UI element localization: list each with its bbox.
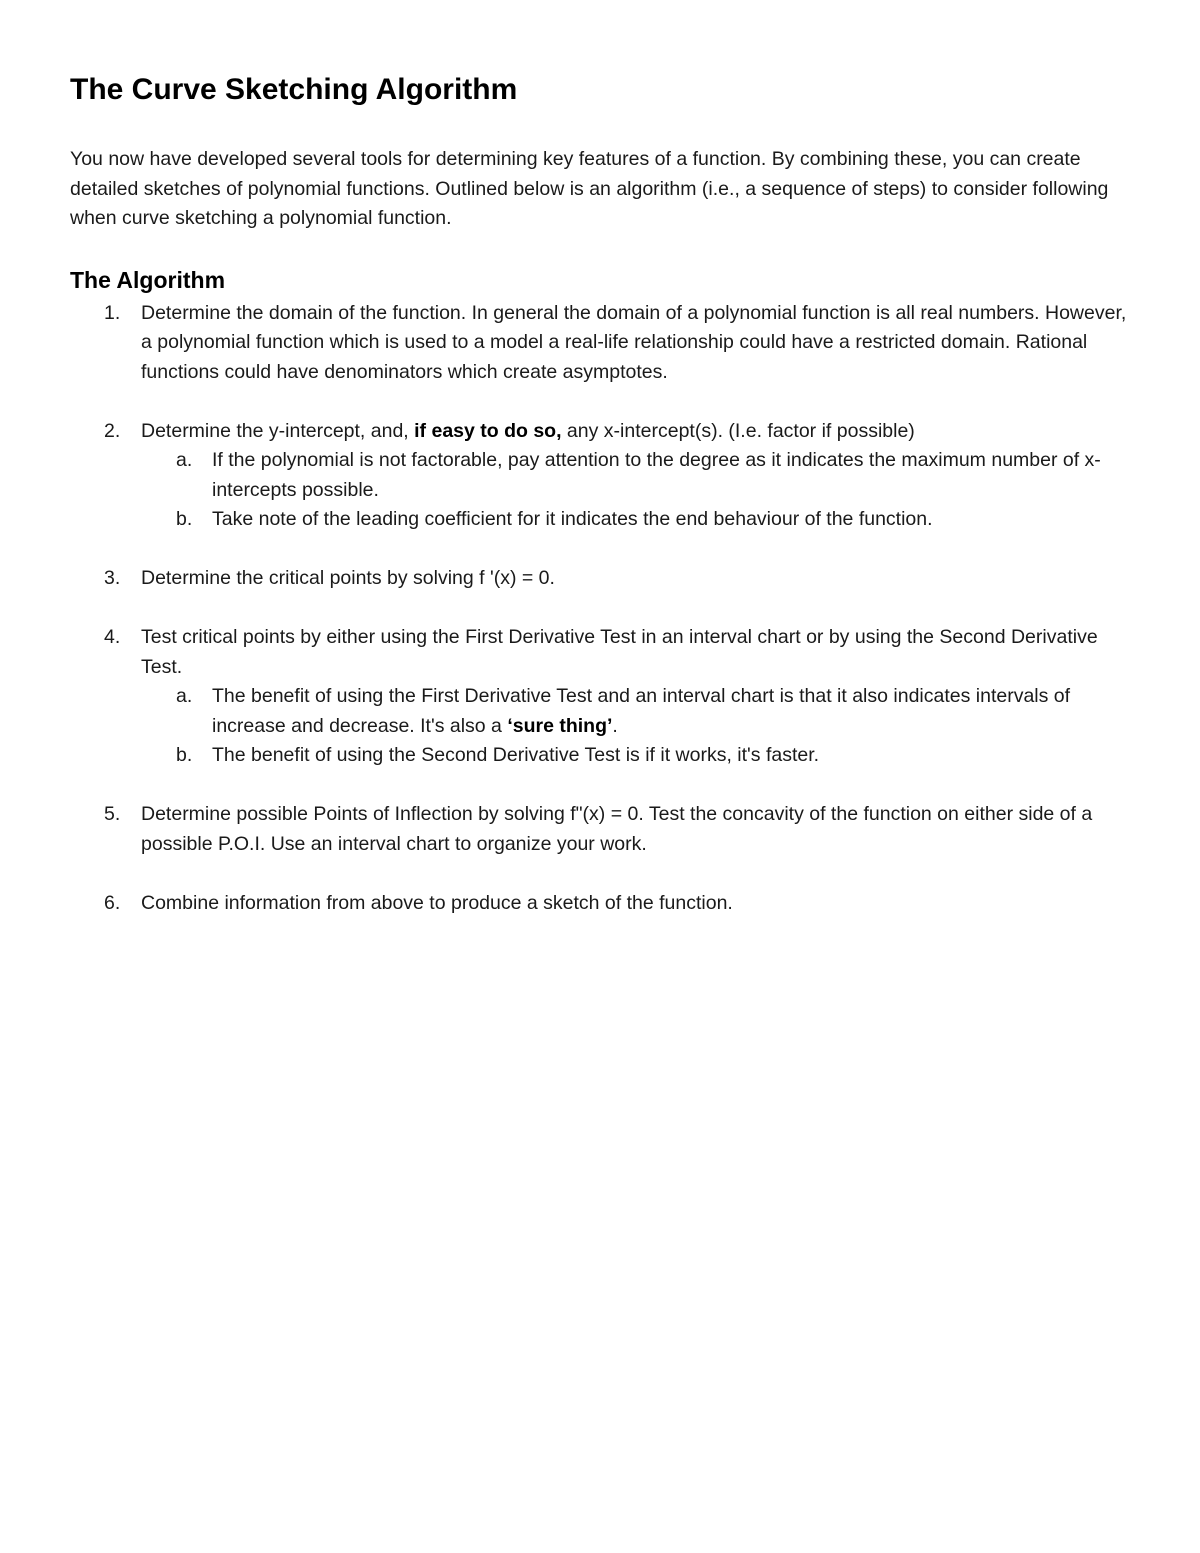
step-number: 2. [104, 419, 121, 442]
step-2 [70, 417, 1130, 535]
step-number: 4. [104, 626, 121, 648]
step-text: Determine the critical points by solving f '(x) = 0. [141, 567, 555, 589]
substep-text: . [612, 714, 618, 737]
document-title: The Curve Sketching Algorithm [70, 73, 518, 106]
intro-paragraph: You now have developed several tools for determining key features of a function. By combining these, you can create detailed sketches of polynomial functions. Outlined below is an algorithm (i.e., a sequence of steps) to consider following when curve sketching a polynomial function. [70, 148, 1109, 229]
substep-text: Take note of the leading coefficient for it indicates the end behaviour of the function. [212, 508, 933, 530]
substep-text: The benefit of using the First Derivative Test and an interval chart is that it also indicates intervals of increase and decrease. It's also a [212, 685, 1071, 737]
algorithm-steps [70, 299, 1130, 919]
substep-text-emphasis: ‘sure thing’ [507, 714, 613, 737]
substep-a [141, 446, 1130, 505]
substep-b [141, 505, 1130, 535]
step-1 [70, 299, 1130, 388]
step-text: Determine the domain of the function. In general the domain of a polynomial function is all real numbers. However, a polynomial function which is used to a model a real-life relationship could have a restricted domain. Rational functions could have denominators which create asymptotes. [141, 301, 1127, 383]
step-text: Combine information from above to produce a sketch of the function. [141, 891, 733, 914]
step-number: 5. [104, 803, 121, 825]
step-text: Determine possible Points of Inflection by solving f"(x) = 0. Test the concavity of the function on either side of a possible P.O.I. Use an interval chart to organize your work. [141, 803, 1093, 855]
step-4 [70, 623, 1130, 771]
substeps [141, 446, 1130, 535]
substep-letter: a. [176, 449, 193, 471]
step-text: any x-intercept(s). (I.e. factor if possible) [561, 419, 915, 442]
step-6 [70, 889, 1130, 919]
document-page [70, 70, 1130, 918]
section-heading: The Algorithm [70, 266, 226, 293]
step-text-emphasis: if easy to do so, [414, 419, 562, 442]
substep-text: The benefit of using the Second Derivative Test is if it works, it's faster. [212, 744, 820, 766]
substep-text: If the polynomial is not factorable, pay attention to the degree as it indicates the maximum number of x-intercepts possible. [212, 449, 1101, 501]
step-text: Determine the y-intercept, and, [141, 419, 415, 442]
substep-letter: b. [176, 744, 193, 766]
substep-letter: b. [176, 508, 193, 530]
step-3 [70, 564, 1130, 594]
step-5 [70, 800, 1130, 859]
substep-letter: a. [176, 685, 193, 707]
step-number: 6. [104, 891, 121, 914]
step-text: Test critical points by either using the First Derivative Test in an interval chart or by using the Second Derivative Test. [141, 626, 1098, 678]
step-number: 3. [104, 567, 121, 589]
step-number: 1. [104, 301, 121, 324]
substeps [141, 682, 1130, 771]
substep-a [141, 682, 1130, 741]
substep-b [141, 741, 1130, 771]
